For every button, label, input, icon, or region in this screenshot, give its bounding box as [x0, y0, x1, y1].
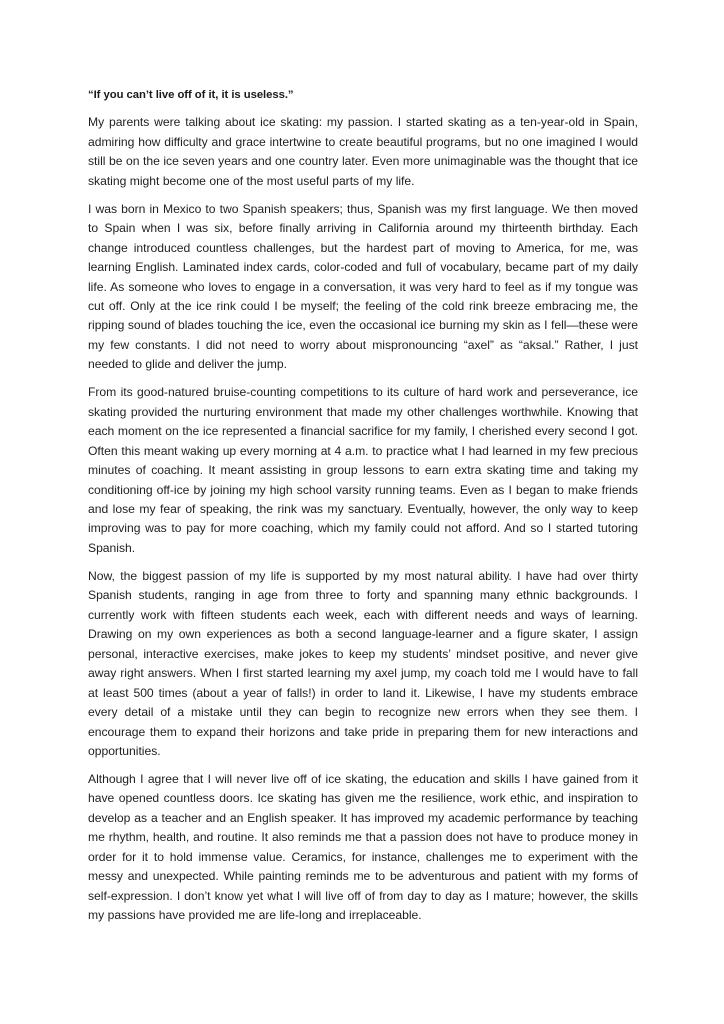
essay-paragraph-4: Now, the biggest passion of my life is supported by my most natural ability. I have had over thirty Spanish students, ranging in age from three to forty and spanning many ethnic backgrounds. I currently work with fifteen students each week, each with different needs and ways of learning. Drawing on my own experiences as both a second language-learner and a figure skater, I assign personal, interactive exercises, make jokes to keep my students’ mindset positive, and never give away right answers. When I first started learning my axel jump, my coach told me I would have to fall at least 500 times (about a year of falls!) in order to land it. Likewise, I have my students embrace every detail of a mistake until they can begin to recognize new errors when they see them. I encourage them to expand their horizons and take pride in preparing them for new interactions and opportunities. — [88, 568, 638, 758]
essay-heading: “If you can’t live off of it, it is useless.” — [88, 89, 294, 101]
essay-paragraph-2: I was born in Mexico to two Spanish speakers; thus, Spanish was my first language. We then moved to Spain when I was six, before finally arriving in California around my thirteenth birthday. Each change introduced countless challenges, but the hardest part of moving to America, for me, was learning English. Laminated index cards, color-coded and full of vocabulary, became part of my daily life. As someone who loves to engage in a conversation, it was very hard to feel as if my tongue was cut off. Only at the ice rink could I be myself; the feeling of the cold rink breeze embracing me, the ripping sound of blades touching the ice, even the occasional ice burning my skin as I fell—these were my few constants. I did not need to worry about mispronouncing “axel” as “aksal.” Rather, I just needed to glide and deliver the jump. — [88, 201, 638, 372]
essay-paragraph-1: My parents were talking about ice skating: my passion. I started skating as a ten-year-old in Spain, admiring how difficulty and grace intertwine to create beautiful programs, but no one imagined I would still be on the ice seven years and one country later. Even more unimaginable was the thought that ice skating might become one of the most useful parts of my life. — [88, 115, 638, 188]
essay-body — [88, 86, 638, 926]
essay-paragraph-3: From its good-natured bruise-counting competitions to its culture of hard work and perseverance, ice skating provided the nurturing environment that made my other challenges worthwhile. Knowing that each moment on the ice represented a financial sacrifice for my family, I cherished every second I got. Often this meant waking up every morning at 4 a.m. to practice what I had learned in my few precious minutes of coaching. It meant assisting in group lessons to earn extra skating time and taking my conditioning off-ice by joining my high school varsity running teams. Even as I began to make friends and lose my fear of speaking, the rink was my sanctuary. Eventually, however, the only way to keep improving was to pay for more coaching, which my family could not afford. And so I started tutoring Spanish. — [88, 385, 638, 555]
essay-paragraph-5: Although I agree that I will never live off of ice skating, the education and skills I have gained from it have opened countless doors. Ice skating has given me the resilience, work ethic, and inspiration to develop as a teacher and an English speaker. It has improved my academic performance by teaching me rhythm, health, and routine. It also reminds me that a passion does not have to produce money in order for it to hold immense value. Ceramics, for instance, challenges me to experiment with the messy and unexpected. While painting reminds me to be adventurous and patient with my forms of self-expression. I don’t know yet what I will live off of from day to day as I mature; however, the skills my passions have provided me are life-long and irreplaceable. — [88, 771, 638, 923]
